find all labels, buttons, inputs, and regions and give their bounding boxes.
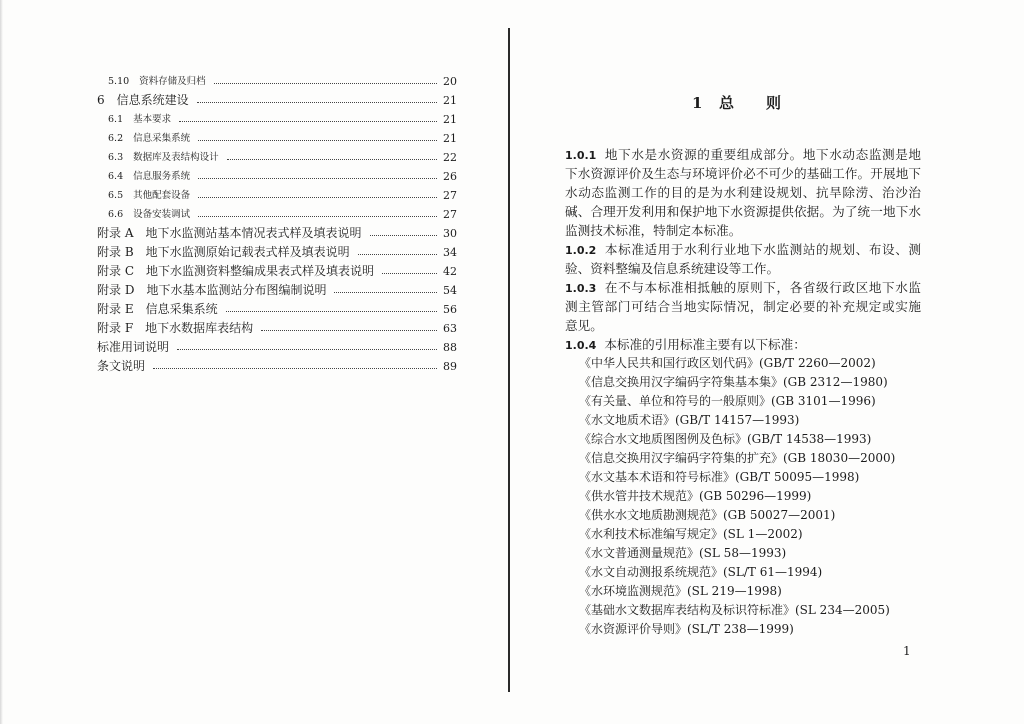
toc-entry-number: 6 — [97, 93, 105, 107]
toc-entry[interactable] — [97, 186, 457, 205]
toc-entry[interactable] — [97, 72, 457, 91]
clause-line: 验、资料整编及信息系统建设等工作。 — [565, 261, 780, 276]
toc-entry[interactable] — [97, 167, 457, 186]
clause-line: 意见。 — [565, 318, 603, 333]
clause-line: 碱、合理开发利用和保护地下水资源提供依据。为了统一地下水 — [565, 204, 921, 219]
toc-entry-number: 6.4 — [108, 171, 124, 182]
reference-standard: 《有关量、单位和符号的一般原则》(GB 3101—1996) — [579, 394, 876, 408]
toc-entry-title: 设备安装调试 — [133, 209, 191, 220]
toc-entry-page: 20 — [443, 75, 457, 88]
toc-entry-page: 54 — [443, 284, 457, 297]
toc-entry-title: 信息系统建设 — [116, 93, 189, 107]
toc-dot-leader — [226, 311, 437, 312]
toc-dot-leader — [198, 216, 437, 217]
toc-entry-page: 30 — [443, 227, 457, 240]
toc-entry-page: 63 — [443, 322, 457, 335]
clause-text: 在不与本标准相抵触的原则下，各省级行政区地下水监 — [604, 280, 921, 295]
scan-edge — [0, 0, 3, 724]
toc-entry-appendix[interactable] — [97, 300, 457, 319]
toc-entry-title: 数据库及表结构设计 — [133, 152, 219, 163]
toc-entry-appendix[interactable] — [97, 224, 457, 243]
clause-number: 1.0.3 — [565, 282, 597, 295]
toc-entry-title: 资料存储及归档 — [139, 76, 206, 87]
chapter-number: 1 — [692, 94, 703, 112]
toc-entry-title: 地下水监测资料整编成果表式样及填表说明 — [146, 264, 375, 278]
toc-entry-number: 附录 C — [97, 264, 134, 278]
toc-entry-page: 56 — [443, 303, 457, 316]
toc-dot-leader — [358, 254, 437, 255]
toc-entry-title: 信息服务系统 — [133, 171, 191, 182]
toc-entry[interactable] — [97, 205, 457, 224]
toc-entry-terms[interactable] — [97, 338, 457, 357]
toc-entry-title: 其他配套设备 — [133, 190, 191, 201]
toc-entry-title: 地下水基本监测站分布图编制说明 — [146, 283, 327, 297]
toc-entry-appendix[interactable] — [97, 319, 457, 338]
table-of-contents — [97, 72, 457, 376]
chapter-title: 总则 — [719, 94, 814, 112]
reference-standard: 《水文普通测量规范》(SL 58—1993) — [579, 546, 787, 560]
toc-dot-leader — [370, 235, 438, 236]
toc-dot-leader — [261, 330, 437, 331]
toc-entry-number: 6.1 — [108, 114, 124, 125]
reference-standard: 《中华人民共和国行政区划代码》(GB/T 2260—2002) — [579, 356, 876, 370]
reference-standard: 《综合水文地质图图例及色标》(GB/T 14538—1993) — [579, 432, 872, 446]
toc-entry-title: 基本要求 — [133, 114, 172, 125]
clause-line — [565, 335, 921, 354]
toc-entry-number: 附录 E — [97, 302, 134, 316]
clause-number: 1.0.4 — [565, 339, 597, 352]
clause-line: 监测技术标准，特制定本标准。 — [565, 223, 742, 238]
toc-entry-number: 附录 D — [97, 283, 135, 297]
toc-entry[interactable] — [97, 148, 457, 167]
toc-entry-page: 34 — [443, 246, 457, 259]
toc-entry-title: 信息采集系统 — [133, 133, 191, 144]
toc-dot-leader — [198, 197, 437, 198]
toc-entry-explanation[interactable] — [97, 357, 457, 376]
clause-line: 下水资源评价及生态与环境评价必不可少的基础工作。开展地下 — [565, 166, 921, 181]
toc-entry-page: 42 — [443, 265, 457, 278]
toc-entry-number: 附录 B — [97, 245, 134, 259]
toc-entry-title: 条文说明 — [97, 359, 146, 373]
clause-text: 本标准的引用标准主要有以下标准： — [604, 337, 806, 352]
clause-line: 测主管部门可结合当地实际情况，制定必要的补充规定或实施 — [565, 299, 921, 314]
toc-entry-appendix[interactable] — [97, 243, 457, 262]
toc-entry-appendix[interactable] — [97, 262, 457, 281]
clause-number: 1.0.1 — [565, 149, 597, 162]
toc-entry-page: 88 — [443, 341, 457, 354]
reference-standard: 《信息交换用汉字编码字符集的扩充》(GB 18030—2000) — [579, 451, 896, 465]
toc-dot-leader — [382, 273, 437, 274]
toc-dot-leader — [198, 140, 437, 141]
clause-line: 水动态监测工作的目的是为水利建设规划、抗旱除涝、治沙治 — [565, 185, 921, 200]
toc-entry-title: 地下水监测站基本情况表式样及填表说明 — [145, 226, 362, 240]
reference-standard: 《水资源评价导则》(SL/T 238—1999) — [579, 622, 794, 636]
toc-entry-page: 21 — [443, 132, 457, 145]
reference-standard: 《水文自动测报系统规范》(SL/T 61—1994) — [579, 565, 823, 579]
toc-entry-appendix[interactable] — [97, 281, 457, 300]
toc-entry-page: 89 — [443, 360, 457, 373]
reference-standard: 《供水水文地质勘测规范》(GB 50027—2001) — [579, 508, 836, 522]
reference-standard: 《水环境监测规范》(SL 219—1998) — [579, 584, 782, 598]
toc-dot-leader — [334, 292, 437, 293]
toc-dot-leader — [214, 83, 437, 84]
toc-entry[interactable] — [97, 110, 457, 129]
reference-standard: 《水利技术标准编写规定》(SL 1—2002) — [579, 527, 803, 541]
toc-entry[interactable] — [97, 129, 457, 148]
toc-dot-leader — [177, 349, 437, 350]
clause-line — [565, 240, 921, 259]
toc-entry-title: 地下水监测原始记载表式样及填表说明 — [145, 245, 350, 259]
toc-dot-leader — [153, 368, 437, 369]
toc-entry-number: 6.6 — [108, 209, 124, 220]
toc-dot-leader — [179, 121, 437, 122]
reference-standard: 《基础水文数据库表结构及标识符标准》(SL 234—2005) — [579, 603, 890, 617]
toc-entry-title: 信息采集系统 — [145, 302, 218, 316]
toc-entry-number: 附录 A — [97, 226, 134, 240]
toc-entry-page: 26 — [443, 170, 457, 183]
toc-entry-page: 22 — [443, 151, 457, 164]
clause-text: 地下水是水资源的重要组成部分。地下水动态监测是地 — [604, 147, 921, 162]
clause-text: 本标准适用于水利行业地下水监测站的规划、布设、测 — [604, 242, 921, 257]
page-fold-line — [508, 28, 510, 692]
toc-entry-number: 附录 F — [97, 321, 134, 335]
page-number: 1 — [903, 644, 911, 658]
toc-dot-leader — [197, 102, 437, 103]
reference-standard: 《水文地质术语》(GB/T 14157—1993) — [579, 413, 800, 427]
toc-entry-number: 5.10 — [108, 76, 130, 87]
toc-dot-leader — [227, 159, 437, 160]
reference-standard: 《信息交换用汉字编码字符集基本集》(GB 2312—1980) — [579, 375, 888, 389]
reference-standard: 《水文基本术语和符号标准》(GB/T 50095—1998) — [579, 470, 860, 484]
toc-entry-page: 21 — [443, 94, 457, 107]
clause-line — [565, 145, 921, 164]
clause-line — [565, 278, 921, 297]
toc-entry-number: 6.2 — [108, 133, 124, 144]
toc-entry-page: 27 — [443, 208, 457, 221]
toc-entry-title: 地下水数据库表结构 — [145, 321, 254, 335]
reference-standard: 《供水管井技术规范》(GB 50296—1999) — [579, 489, 812, 503]
toc-entry-title: 标准用词说明 — [97, 340, 170, 354]
toc-entry-page: 21 — [443, 113, 457, 126]
toc-entry-page: 27 — [443, 189, 457, 202]
chapter-body — [565, 145, 921, 639]
toc-entry-number: 6.3 — [108, 152, 124, 163]
toc-entry[interactable] — [97, 91, 457, 110]
toc-entry-number: 6.5 — [108, 190, 124, 201]
toc-dot-leader — [198, 178, 437, 179]
clause-number: 1.0.2 — [565, 244, 597, 257]
